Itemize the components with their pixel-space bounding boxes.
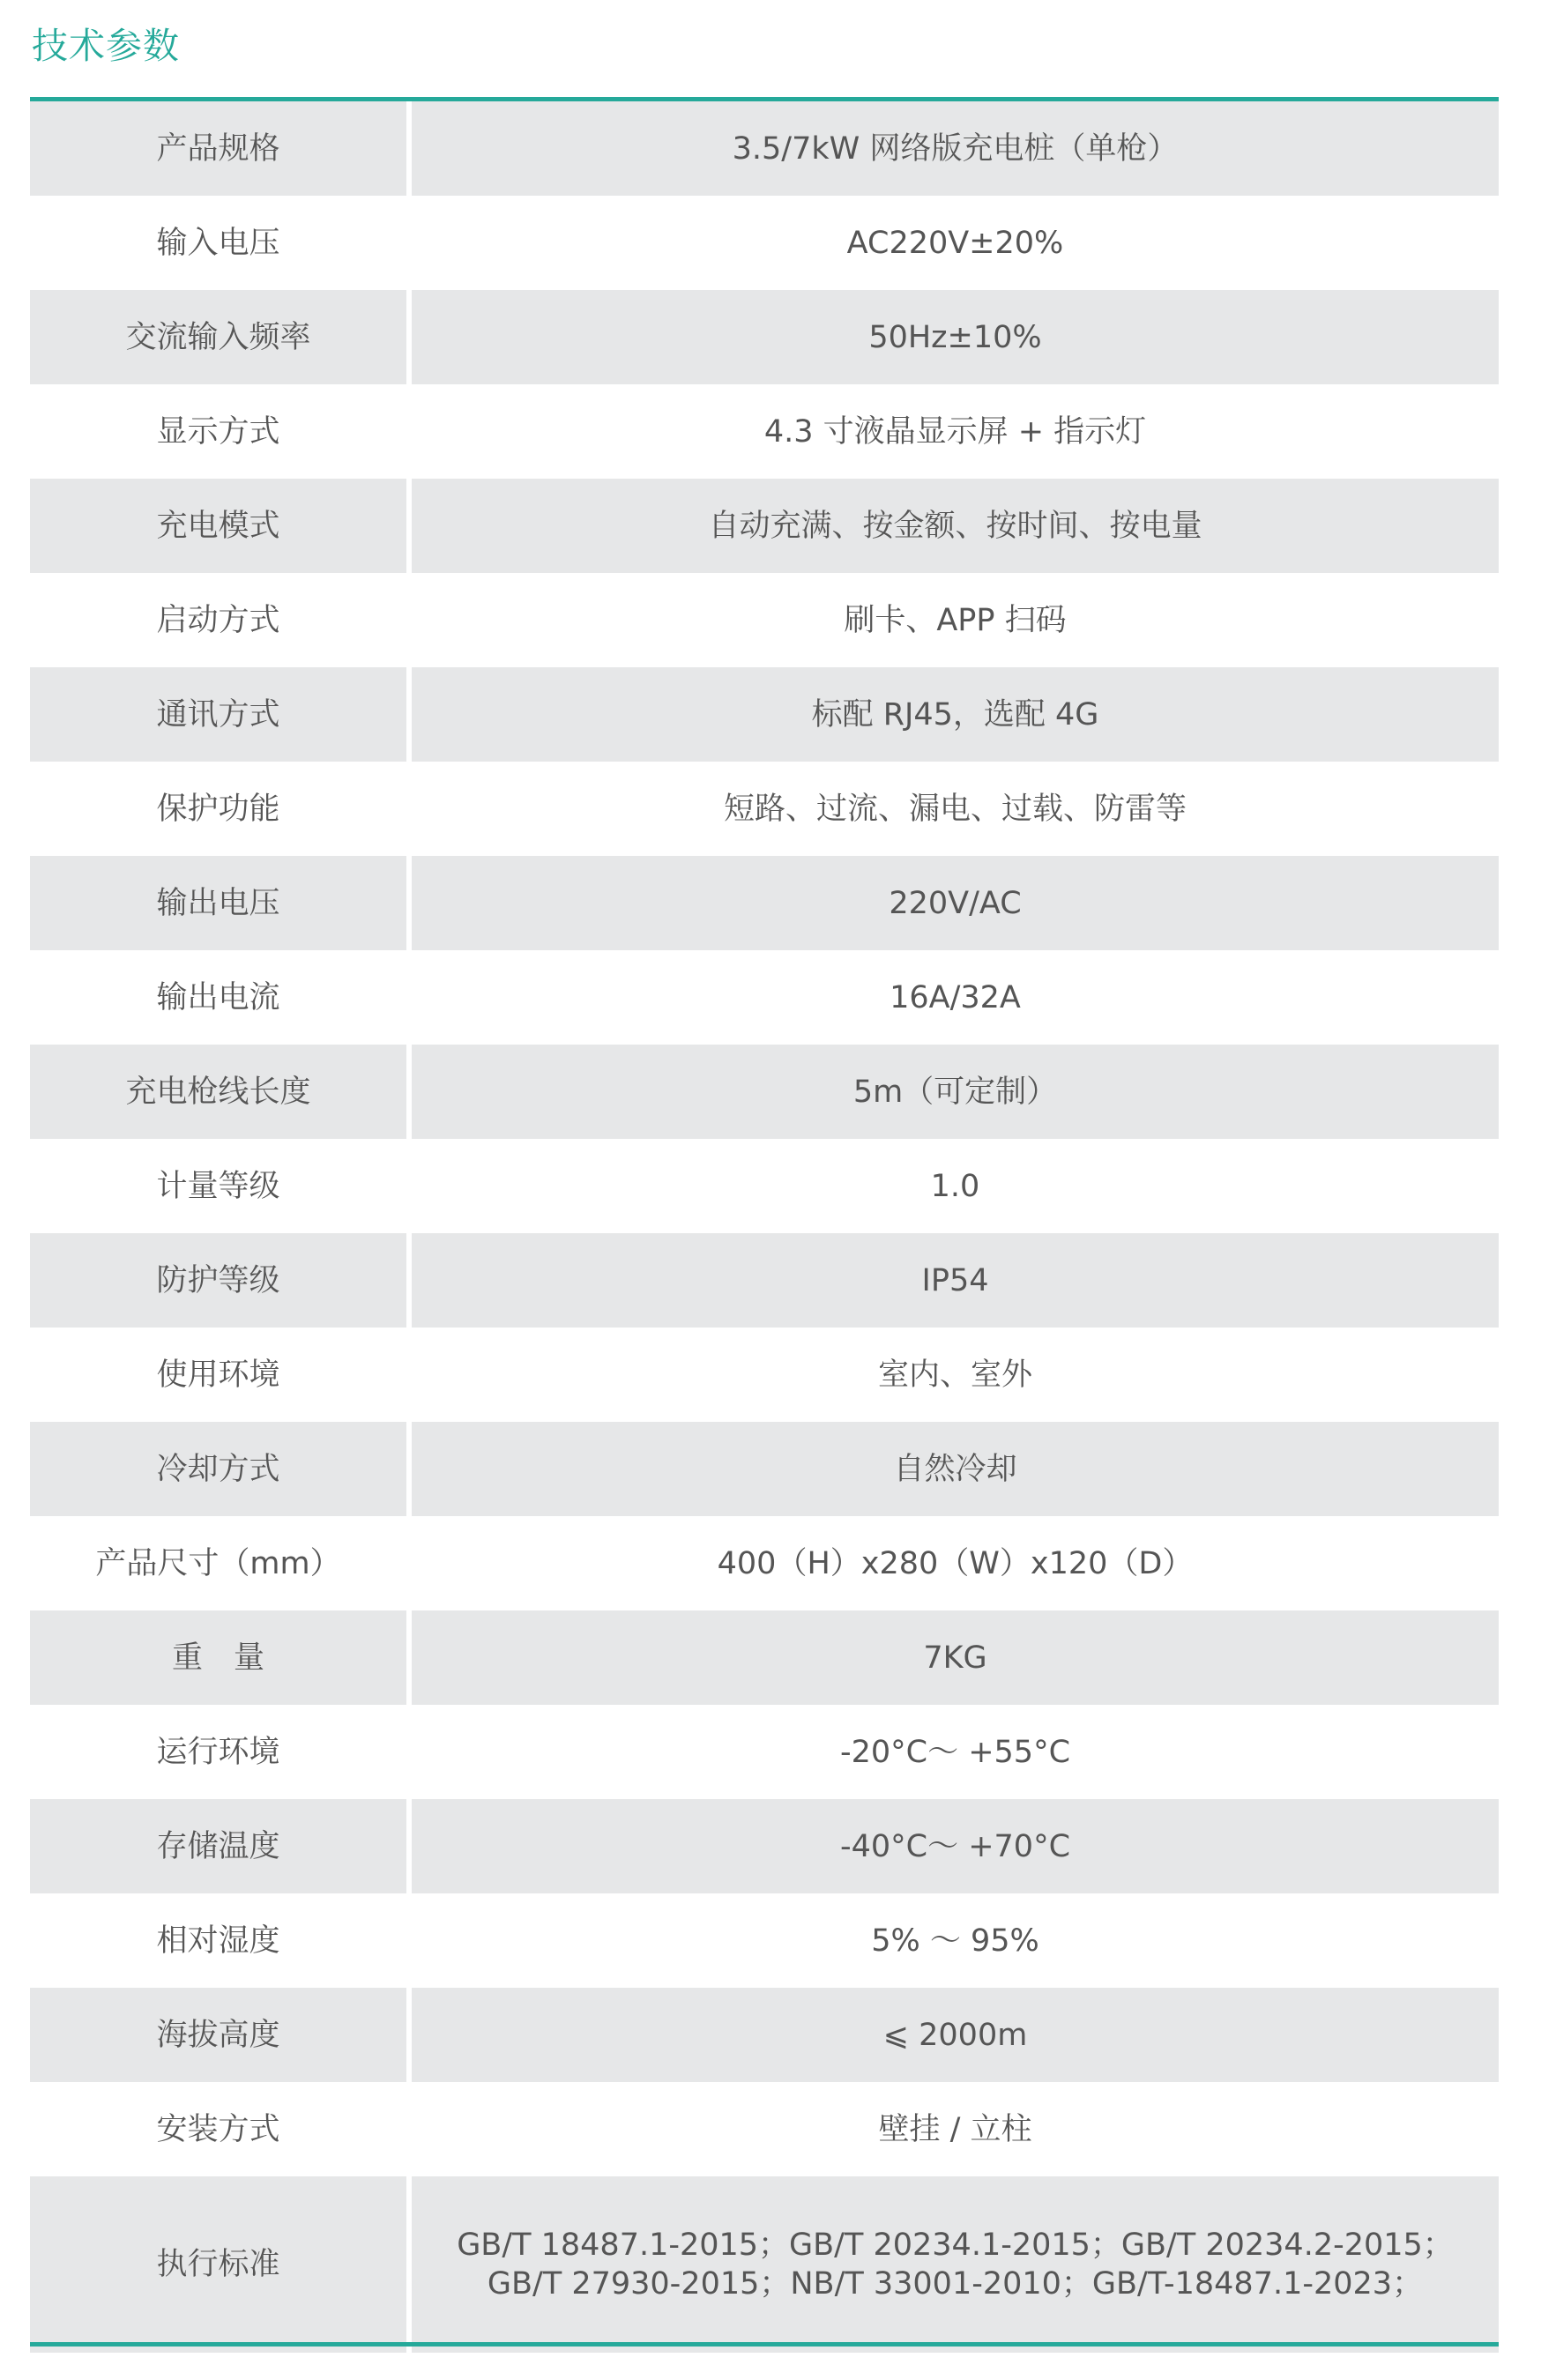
table-row xyxy=(30,2082,1499,2176)
row-label: 重 量 xyxy=(30,1610,409,1705)
table-row xyxy=(30,1328,1499,1422)
row-label: 海拔高度 xyxy=(30,1988,409,2082)
table-row xyxy=(30,290,1499,384)
row-label: 通讯方式 xyxy=(30,667,409,762)
row-value: 16A/32A xyxy=(409,950,1499,1045)
table-row xyxy=(30,762,1499,856)
row-value: IP54 xyxy=(409,1233,1499,1328)
row-value: 3.5/7kW 网络版充电桩（单枪） xyxy=(409,101,1499,196)
table-row xyxy=(30,1705,1499,1799)
row-value: 5m（可定制） xyxy=(409,1045,1499,1139)
row-value: -20°C～ +55°C xyxy=(409,1705,1499,1799)
table-row xyxy=(30,196,1499,290)
table-row xyxy=(30,667,1499,762)
row-label: 显示方式 xyxy=(30,384,409,479)
row-value: 短路、过流、漏电、过载、防雷等 xyxy=(409,762,1499,856)
row-value: 5% ～ 95% xyxy=(409,1893,1499,1988)
row-label: 输入电压 xyxy=(30,196,409,290)
row-value: -40°C～ +70°C xyxy=(409,1799,1499,1893)
row-label: 输出电流 xyxy=(30,950,409,1045)
table-row xyxy=(30,1233,1499,1328)
row-label: 冷却方式 xyxy=(30,1422,409,1516)
row-value: 自动充满、按金额、按时间、按电量 xyxy=(409,479,1499,573)
row-label: 交流输入频率 xyxy=(30,290,409,384)
table-row xyxy=(30,856,1499,950)
row-value: 400（H）x280（W）x120（D） xyxy=(409,1516,1499,1610)
standard-line: GB/T 27930-2015；NB/T 33001-2010；GB/T-18487.1-2023； xyxy=(487,2266,1424,2302)
row-label: 产品规格 xyxy=(30,101,409,196)
row-value: 刷卡、APP 扫码 xyxy=(409,573,1499,667)
row-label: 产品尺寸（mm） xyxy=(30,1516,409,1610)
row-label: 输出电压 xyxy=(30,856,409,950)
row-value: 壁挂 / 立柱 xyxy=(409,2082,1499,2176)
row-label: 防护等级 xyxy=(30,1233,409,1328)
row-value: 7KG xyxy=(409,1610,1499,1705)
row-label: 使用环境 xyxy=(30,1328,409,1422)
table-row xyxy=(30,1610,1499,1705)
table-row xyxy=(30,1139,1499,1233)
table-row xyxy=(30,1422,1499,1516)
standard-line: GB/T 18487.1-2015；GB/T 20234.1-2015；GB/T 20234.2-2015； xyxy=(457,2228,1454,2263)
row-value: 50Hz±10% xyxy=(409,290,1499,384)
table-row xyxy=(30,1799,1499,1893)
table-row xyxy=(30,573,1499,667)
row-label: 保护功能 xyxy=(30,762,409,856)
row-value: ⩽ 2000m xyxy=(409,1988,1499,2082)
table-row xyxy=(30,479,1499,573)
page-title: 技术参数 xyxy=(32,25,180,67)
table-row xyxy=(30,1045,1499,1139)
row-value: 自然冷却 xyxy=(409,1422,1499,1516)
row-label: 安装方式 xyxy=(30,2082,409,2176)
row-label: 启动方式 xyxy=(30,573,409,667)
row-value: 1.0 xyxy=(409,1139,1499,1233)
table-row xyxy=(30,384,1499,479)
row-value: 标配 RJ45，选配 4G xyxy=(409,667,1499,762)
spec-sheet xyxy=(30,97,1499,2350)
table-row xyxy=(30,1893,1499,1988)
row-value: AC220V±20% xyxy=(409,196,1499,290)
row-label: 存储温度 xyxy=(30,1799,409,1893)
row-label: 运行环境 xyxy=(30,1705,409,1799)
table-row xyxy=(30,2176,1499,2353)
table-row xyxy=(30,101,1499,196)
row-label: 充电模式 xyxy=(30,479,409,573)
table-row xyxy=(30,1988,1499,2082)
row-label: 执行标准 xyxy=(30,2176,409,2353)
row-value: 4.3 寸液晶显示屏 + 指示灯 xyxy=(409,384,1499,479)
row-value: 220V/AC xyxy=(409,856,1499,950)
row-label: 相对湿度 xyxy=(30,1893,409,1988)
row-value xyxy=(409,2176,1499,2353)
table-row xyxy=(30,1516,1499,1610)
row-value: 室内、室外 xyxy=(409,1328,1499,1422)
table-row xyxy=(30,950,1499,1045)
spec-table xyxy=(30,101,1499,2353)
row-label: 充电枪线长度 xyxy=(30,1045,409,1139)
table-bottom-rule xyxy=(30,2342,1499,2347)
row-label: 计量等级 xyxy=(30,1139,409,1233)
